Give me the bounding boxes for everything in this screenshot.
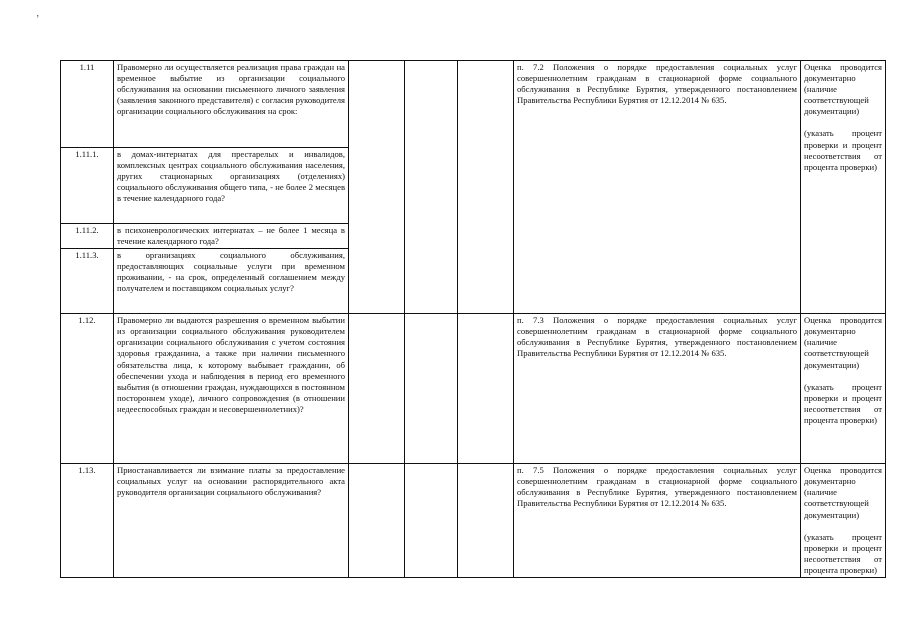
answer-no-cell xyxy=(405,314,458,464)
answer-yes-cell xyxy=(349,464,405,578)
answer-na-cell xyxy=(458,464,514,578)
reference-cell: п. 7.2 Положения о порядке предоставления социальных услуг совершеннолетним гражданам в стационарной форме социального обслуживания в Республике Бурятия, утвержденного постановлением Правительства Республики Бурятия от 12.12.2014 № 635. xyxy=(514,61,801,314)
assessment-note: (указать процент проверки и процент несоответствия от процента проверки) xyxy=(804,381,882,425)
answer-na-cell xyxy=(458,314,514,464)
row-number: 1.11.1. xyxy=(61,148,114,224)
row-number: 1.11.3. xyxy=(61,249,114,314)
assessment-note: (указать процент проверки и процент несоответствия от процента проверки) xyxy=(804,531,882,575)
answer-no-cell xyxy=(405,464,458,578)
assessment-method: Оценка проводится документарно (наличие соответствующей документации) xyxy=(804,315,882,370)
assessment-cell xyxy=(801,464,886,578)
checklist-table xyxy=(60,60,886,578)
assessment-note: (указать процент проверки и процент несоответствия от процента проверки) xyxy=(804,128,882,172)
question-cell: Правомерно ли выдаются разрешения о временном выбытии из организации социального обслуживания руководителем организации социального обслуживания с учетом состояния здоровья гражданина, а также при наличии письменного обязательства лица, к которому выбывает гражданин, об обеспечении ухода и наблюдения в период его временного выбытия (в отношении граждан, нуждающихся в постоянном постороннем уходе), личного сопровождения (в отношении недееспособных граждан и несовершеннолетних)? xyxy=(114,314,349,464)
table-row xyxy=(61,314,886,464)
assessment-method: Оценка проводится документарно (наличие соответствующей документации) xyxy=(804,465,882,520)
assessment-cell xyxy=(801,61,886,314)
answer-no-cell xyxy=(405,61,458,314)
row-number: 1.13. xyxy=(61,464,114,578)
reference-cell: п. 7.5 Положения о порядке предоставления социальных услуг совершеннолетним гражданам в стационарной форме социального обслуживания в Республике Бурятия, утвержденного постановлением Правительства Республики Бурятия от 12.12.2014 № 635. xyxy=(514,464,801,578)
row-number: 1.11.2. xyxy=(61,224,114,249)
row-number: 1.12. xyxy=(61,314,114,464)
question-cell: в психоневрологических интернатах – не более 1 месяца в течение календарного года? xyxy=(114,224,349,249)
reference-cell: п. 7.3 Положения о порядке предоставления социальных услуг совершеннолетним гражданам в стационарной форме социального обслуживания в Республике Бурятия, утвержденного постановлением Правительства Республики Бурятия от 12.12.2014 № 635. xyxy=(514,314,801,464)
assessment-cell xyxy=(801,314,886,464)
question-cell: в организациях социального обслуживания, предоставляющих социальные услуги при временном проживании, - на срок, определенный соглашением между получателем и поставщиком социальных услуг? xyxy=(114,249,349,314)
answer-na-cell xyxy=(458,61,514,314)
page-mark: ’ xyxy=(36,14,40,25)
answer-yes-cell xyxy=(349,61,405,314)
assessment-method: Оценка проводится документарно (наличие соответствующей документации) xyxy=(804,62,882,117)
table-row xyxy=(61,61,886,148)
question-cell: Правомерно ли осуществляется реализация права граждан на временное выбытие из организации социального обслуживания на основании письменного личного заявления (заявления законного представителя) с согласия руководителя организации социального обслуживания на срок: xyxy=(114,61,349,148)
table-row xyxy=(61,464,886,578)
answer-yes-cell xyxy=(349,314,405,464)
row-number: 1.11 xyxy=(61,61,114,148)
question-cell: в домах-интернатах для престарелых и инвалидов, комплексных центрах социального обслуживания населения, других стационарных организациях (отделениях) социального обслуживания общего типа, - не более 2 месяцев в течение календарного года? xyxy=(114,148,349,224)
question-cell: Приостанавливается ли взимание платы за предоставление социальных услуг на основании распорядительного акта руководителя организации социального обслуживания? xyxy=(114,464,349,578)
